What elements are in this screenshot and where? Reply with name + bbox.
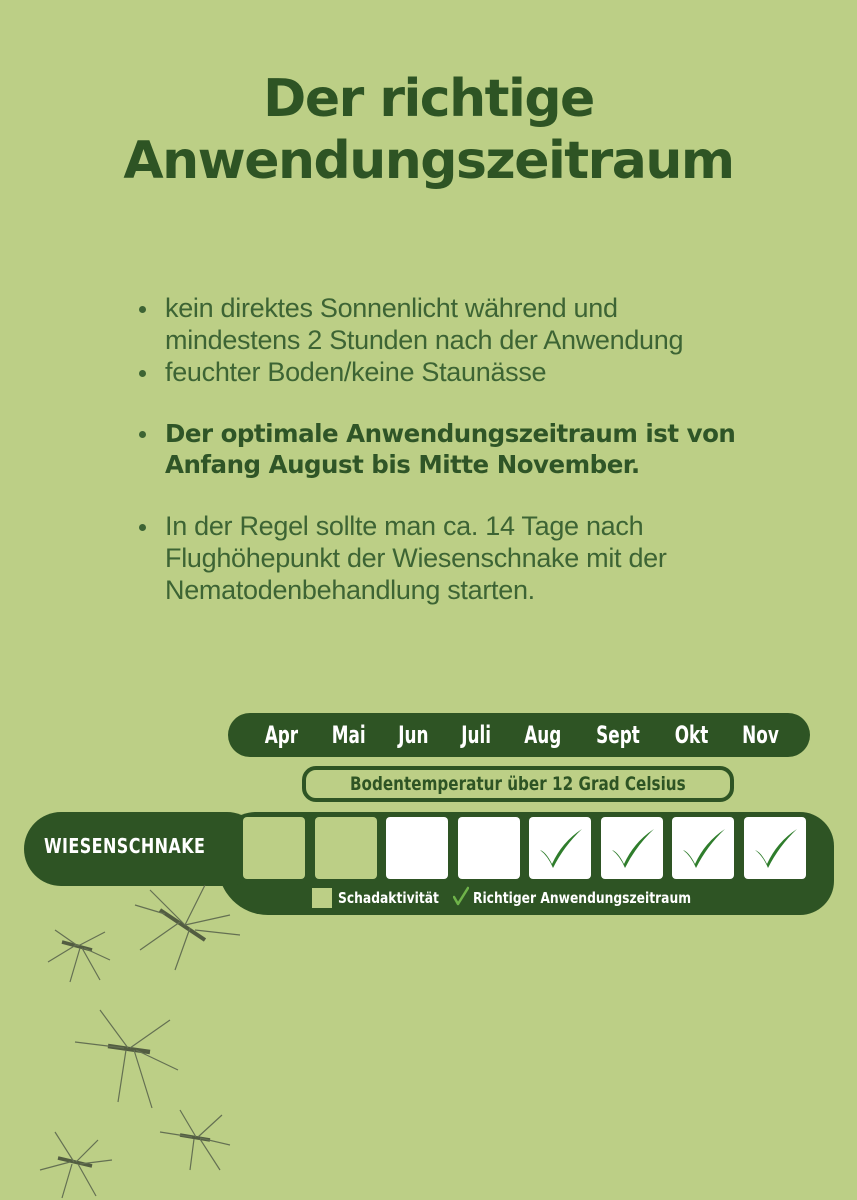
month-label: Okt (674, 721, 709, 749)
temperature-note-text: Bodentemperatur über 12 Grad Celsius (350, 773, 686, 795)
legend-application-label: Richtiger Anwendungszeitraum (473, 889, 692, 907)
bullet-line: Der optimale Anwendungszeitraum ist von (165, 419, 736, 448)
month-label: Jun (398, 721, 429, 749)
calendar-cell-okt (672, 817, 734, 879)
crane-fly-icon (160, 1110, 230, 1170)
month-header-bar (228, 713, 810, 757)
bullet-line: Nematodenbehandlung starten. (165, 575, 535, 605)
bullet-item-highlight (135, 418, 835, 480)
pest-label: WIESENSCHNAKE (44, 834, 206, 858)
crane-fly-illustrations (0, 870, 260, 1200)
calendar-cell-aug (529, 817, 591, 879)
month-label: Aug (523, 721, 562, 749)
bullet-line: Flughöhepunkt der Wiesenschnake mit der (165, 543, 667, 573)
crane-fly-icon (75, 1010, 178, 1108)
month-label: Mai (331, 721, 366, 749)
calendar-cell-jun (386, 817, 448, 879)
bullet-line: In der Regel sollte man ca. 14 Tage nach (165, 511, 644, 541)
calendar-cell-nov (744, 817, 806, 879)
bullet-line: feuchter Boden/keine Staunässe (165, 357, 547, 387)
crane-fly-icon (135, 885, 240, 970)
legend-damage-label: Schadaktivität (338, 889, 439, 907)
bullet-line: mindestens 2 Stunden nach der Anwendung (165, 325, 684, 355)
title-line-1: Der richtige (263, 69, 594, 129)
month-label: Sept (596, 721, 641, 749)
month-label: Juli (460, 721, 491, 749)
calendar-cell-mai (315, 817, 377, 879)
calendar-cell-sept (601, 817, 663, 879)
bullet-item (135, 292, 835, 356)
bullet-line: Anfang August bis Mitte November. (165, 450, 640, 479)
month-label: Nov (742, 721, 779, 749)
bullet-item (135, 356, 835, 388)
legend-damage-swatch (312, 888, 332, 908)
bullet-item (135, 510, 835, 606)
checkmark-icon (751, 826, 799, 870)
crane-fly-icon (40, 1132, 112, 1198)
checkmark-icon (536, 826, 584, 870)
bullet-list (135, 292, 835, 606)
checkmark-icon (453, 886, 469, 910)
bullet-line: kein direktes Sonnenlicht während und (165, 293, 618, 323)
page-title (0, 68, 857, 192)
checkmark-icon (679, 826, 727, 870)
temperature-note (302, 766, 734, 802)
legend (312, 887, 739, 909)
crane-fly-icon (48, 930, 110, 982)
title-line-2: Anwendungszeitraum (123, 131, 734, 191)
month-label: Apr (264, 721, 299, 749)
checkmark-icon (608, 826, 656, 870)
calendar-cell-juli (458, 817, 520, 879)
